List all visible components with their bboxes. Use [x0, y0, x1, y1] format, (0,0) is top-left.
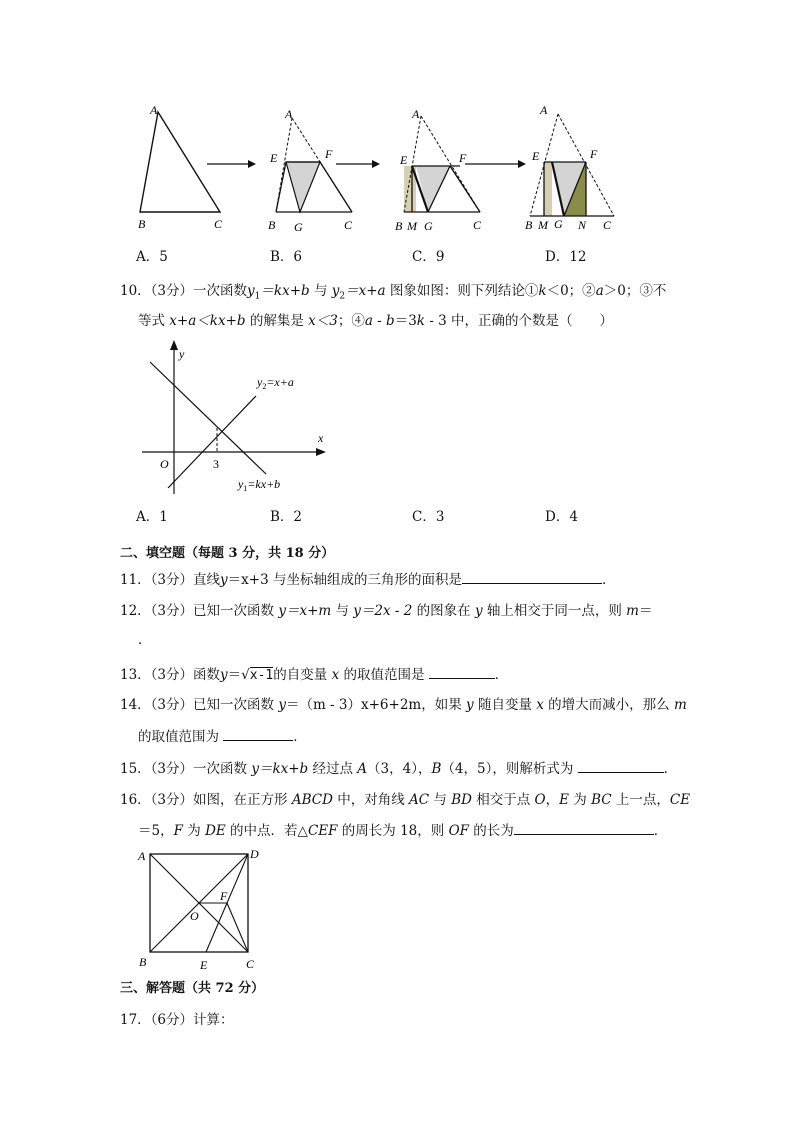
svg-text:F: F — [459, 151, 467, 165]
q16-square-figure — [134, 842, 268, 972]
line-y1-label: $y_1=kx+b$ — [238, 477, 281, 493]
svg-text:B: B — [395, 219, 403, 233]
q10-graph — [138, 338, 338, 500]
svg-text:E: E — [400, 153, 408, 167]
q10-line2: 等式 x+a＜kx+b 的解集是 x＜3；④a - b＝3k - 3 中，正确的个数是（ ） — [138, 313, 614, 329]
q9-figure-d — [525, 103, 614, 232]
q11: 11．（3分）直线y＝x+3 与坐标轴组成的三角形的面积是 ． — [120, 569, 615, 590]
svg-text:E: E — [532, 149, 540, 163]
svg-text:E: E — [270, 151, 278, 165]
sqrt-icon: √ — [241, 667, 250, 683]
svg-text:B: B — [525, 218, 533, 232]
svg-text:G: G — [554, 217, 563, 231]
q12-line1: 12．（3分）已知一次函数 y＝x+m 与 y＝2x - 2 的图象在 y 轴上相交于同一点，则 m＝ — [120, 603, 653, 619]
q10-option-d: D．4 — [545, 509, 578, 525]
svg-text:B: B — [139, 955, 147, 969]
svg-text:G: G — [294, 220, 303, 234]
q10-line1: 10．（3分）一次函数$y_1=kx+b$ 与 $y_2=x+a$ 图象如图：则下列结论①k＜0；②a＞0；③不 — [120, 283, 667, 302]
q9-option-c: C．9 — [412, 249, 445, 265]
q13: 13．（3分）函数y＝√x-1的自变量 x 的取值范围是 ． — [120, 664, 508, 686]
arrow-2-icon — [336, 160, 380, 168]
label-c: C — [214, 217, 223, 231]
svg-text:G: G — [424, 219, 433, 233]
svg-text:A: A — [138, 849, 146, 863]
y-axis-label: y — [179, 347, 185, 361]
q15: 15．（3分）一次函数 y＝kx+b 经过点 A（3，4），B（4，5），则解析式为 ． — [120, 758, 677, 779]
q10-option-b: B．2 — [270, 509, 303, 525]
svg-text:A: A — [285, 107, 293, 121]
section-3-heading: 三、解答题（共 72 分） — [120, 981, 265, 996]
q13-answer-blank[interactable] — [429, 664, 495, 679]
tick-3-label: 3 — [213, 457, 219, 471]
line-y2-label: $y_2=x+a$ — [257, 375, 294, 391]
q14-answer-blank[interactable] — [223, 726, 293, 741]
q16-line2: ＝5，F 为 DE 的中点．若△CEF 的周长为 18，则 OF 的长为 ． — [138, 820, 667, 841]
svg-text:F: F — [325, 147, 333, 161]
q16-answer-blank[interactable] — [514, 820, 654, 835]
q9-option-a: A．5 — [136, 249, 168, 265]
q9-figure-a — [138, 103, 223, 231]
radicand: x-1 — [249, 668, 274, 683]
svg-text:E: E — [200, 958, 208, 972]
q14-line2: 的取值范围为 ． — [138, 726, 307, 747]
q9-figure-c — [395, 107, 482, 233]
q11-answer-blank[interactable] — [462, 569, 602, 584]
q9-figures — [120, 100, 640, 240]
svg-text:M: M — [407, 219, 417, 233]
q14-line1: 14．（3分）已知一次函数 y＝（m - 3）x+6+2m，如果 y 随自变量 x 的增大而减小，那么 m — [120, 697, 687, 713]
q9-figure-b — [268, 107, 353, 234]
x-axis-label: x — [318, 431, 324, 445]
svg-text:C: C — [246, 957, 255, 971]
q12-line2: ． — [138, 632, 152, 648]
label-b: B — [138, 217, 146, 231]
svg-text:M: M — [538, 218, 548, 232]
svg-text:F: F — [220, 889, 228, 903]
svg-text:C: C — [473, 218, 482, 232]
q9-option-d: D．12 — [545, 249, 587, 265]
q15-answer-blank[interactable] — [578, 758, 664, 773]
origin-label: O — [160, 457, 169, 471]
arrow-1-icon — [207, 160, 256, 168]
svg-text:C: C — [344, 218, 353, 232]
q10-option-c: C．3 — [412, 509, 445, 525]
q16-line1: 16．（3分）如图，在正方形 ABCD 中，对角线 AC 与 BD 相交于点 O，E 为 BC 上一点，CE — [120, 792, 691, 808]
svg-text:D: D — [250, 847, 259, 861]
section-2-heading: 二、填空题（每题 3 分，共 18 分） — [120, 546, 335, 561]
svg-text:A: A — [412, 107, 420, 121]
q9-option-b: B．6 — [270, 249, 303, 265]
svg-text:C: C — [603, 218, 612, 232]
q10-option-a: A．1 — [136, 509, 168, 525]
svg-text:N: N — [578, 218, 587, 232]
arrow-3-icon — [465, 160, 526, 168]
svg-text:F: F — [590, 147, 598, 161]
svg-text:B: B — [268, 218, 276, 232]
q17: 17．（6分）计算： — [120, 1012, 234, 1028]
svg-text:O: O — [190, 909, 199, 923]
label-a: A — [150, 103, 158, 117]
svg-text:A: A — [540, 103, 548, 117]
